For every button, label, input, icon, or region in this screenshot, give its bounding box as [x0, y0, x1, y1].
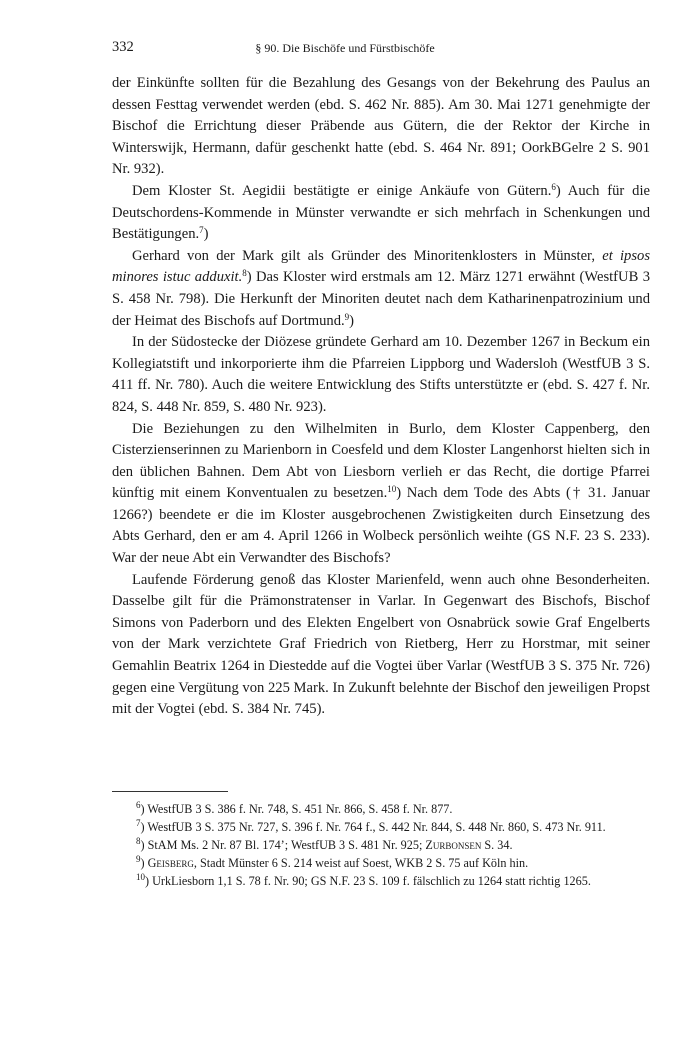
paragraph: In der Südostecke der Diözese gründete Gerhard am 10. Dezember 1267 in Beckum ein Kollegiatstift und inkorporierte ihm die Pfarreien Lippborg und Wadersloh (WestfUB 3 S. 411 ff. Nr. 780). Auch die weitere Entwicklung des Stifts unterstützte er (ebd. S. 427 f. Nr. 824, S. 448 Nr. 859, S. 480 Nr. 923).: [112, 334, 650, 415]
paragraph-text: Dem Kloster St. Aegidii bestätigte er einige Ankäufe von Gütern.: [132, 182, 552, 199]
footnote-text: S. 34.: [481, 837, 513, 852]
paragraph-text: Die Beziehungen zu den Wilhelmiten in Burlo, dem Kloster Cappenberg, den Cisterzienserinnen zu Marienborn in Coesfeld und dem Kloster Langenhorst hielten sich in den üblichen Bahnen. Dem Abt von Liesborn verlieh er das Recht, die dortige Pfarrei künftig mit einem Konventualen zu besetzen.: [112, 420, 650, 502]
author-name: Zurbonsen: [425, 837, 482, 852]
footnotes: [112, 801, 650, 891]
footnote-text: ) WestfUB 3 S. 375 Nr. 727, S. 396 f. Nr. 764 f., S. 442 Nr. 844, S. 448 Nr. 860, S. 473 Nr. 911.: [140, 819, 606, 834]
footnote-text: , Stadt Münster 6 S. 214 weist auf Soest, WKB 2 S. 75 auf Köln hin.: [193, 855, 529, 870]
page-number: 332: [112, 39, 134, 55]
body-text: [112, 73, 650, 721]
paragraph: [112, 419, 650, 570]
footnote-ref: 9: [344, 311, 350, 322]
footnote-text: ) WestfUB 3 S. 386 f. Nr. 748, S. 451 Nr. 866, S. 458 f. Nr. 877.: [140, 802, 453, 816]
section-title: § 90. Die Bischöfe und Fürstbischöfe: [255, 41, 435, 55]
paragraph-text: ) Das Kloster wird erstmals am 12. März 1271 erwähnt (WestfUB 3 S. 458 Nr. 798). Die Herkunft der Minoriten deutet nach dem Katharinenpatrozinium und der Heimat des Bischofs auf Dortmund.: [112, 269, 650, 329]
paragraph: der Einkünfte sollten für die Bezahlung des Gesangs von der Bekehrung des Paulus an dessen Festtag verwendet werden (ebd. S. 462 Nr. 885). Am 30. Mai 1271 genehmigte der Bischof die Errichtung dieser Präbende aus Gütern, die der Rektor der Kirche in Winterswijk, Hermann, dafür geschenkt hatte (ebd. S. 464 Nr. 891; OorkBGelre 2 S. 901 Nr. 932).: [112, 75, 650, 178]
paragraph-text: ) Nach dem Tode des Abts († 31. Januar 1266?) beendete er die im Kloster ausgebrochenen Zwistigkeiten durch Einsetzung des Abts Gerhard, den er am 4. April 1266 in Wolbeck persönlich weihte (GS N.F. 23 S. 233). War der neue Abt ein Verwandter des Bischofs?: [112, 485, 650, 567]
latin-quote: et ipsos minores istuc adduxit.: [112, 247, 651, 286]
footnote-text: ) StAM Ms. 2 Nr. 87 Bl. 174’; WestfUB 3 S. 481 Nr. 925;: [140, 837, 426, 852]
footnote-text: ) UrkLiesborn 1,1 S. 78 f. Nr. 90; GS N.F. 23 S. 109 f. fälschlich zu 1264 statt richtig 1265.: [145, 873, 591, 888]
footnote: [112, 819, 650, 837]
paragraph-text: ) Auch für die Deutschordens-Kommende in Münster verwandte er sich mehrfach in Schenkungen und Bestätigungen.: [112, 182, 650, 243]
footnote-ref: 8: [242, 268, 247, 279]
paragraph-text: ): [349, 312, 355, 329]
author-name: Geisberg: [147, 855, 194, 870]
footnote-separator: [112, 791, 228, 792]
footnote: [112, 873, 650, 891]
footnote-mark: 8: [136, 835, 141, 846]
running-head: [112, 37, 578, 59]
footnote-text: ): [140, 855, 148, 870]
paragraph: [112, 246, 650, 332]
footnote-ref: 6: [551, 182, 556, 193]
paragraph-text: Gerhard von der Mark gilt als Gründer des Minoritenklosters in Münster,: [132, 247, 603, 264]
footnote-ref: 10: [387, 484, 397, 495]
footnote: [112, 855, 650, 873]
footnote-mark: 10: [136, 871, 145, 882]
paragraph: [112, 181, 650, 246]
footnote-mark: 6: [136, 800, 141, 811]
footnote-mark: 9: [136, 853, 141, 864]
footnote: [112, 801, 650, 819]
footnote-mark: 7: [136, 817, 141, 828]
footnote: [112, 837, 650, 855]
paragraph-text: ): [203, 226, 209, 243]
paragraph: Laufende Förderung genoß das Kloster Marienfeld, wenn auch ohne Besonderheiten. Dasselbe gilt für die Prämonstratenser in Varlar. In Gegenwart des Bischofs, Bischof Simons von Paderborn und des Elekten Engelbert von Osnabrück sowie Graf Engelberts von der Mark verzichtete Graf Friedrich von Rietberg, Herr zu Horstmar, mit seiner Gemahlin Beatrix 1264 in Diestedde auf die Vogtei über Varlar (WestfUB 3 S. 375 Nr. 726) gegen eine Vergütung von 225 Mark. In Zukunft belehnte der Bischof den jeweiligen Propst mit der Vogtei (ebd. S. 384 Nr. 745).: [112, 571, 650, 718]
footnote-ref: 7: [199, 225, 204, 236]
